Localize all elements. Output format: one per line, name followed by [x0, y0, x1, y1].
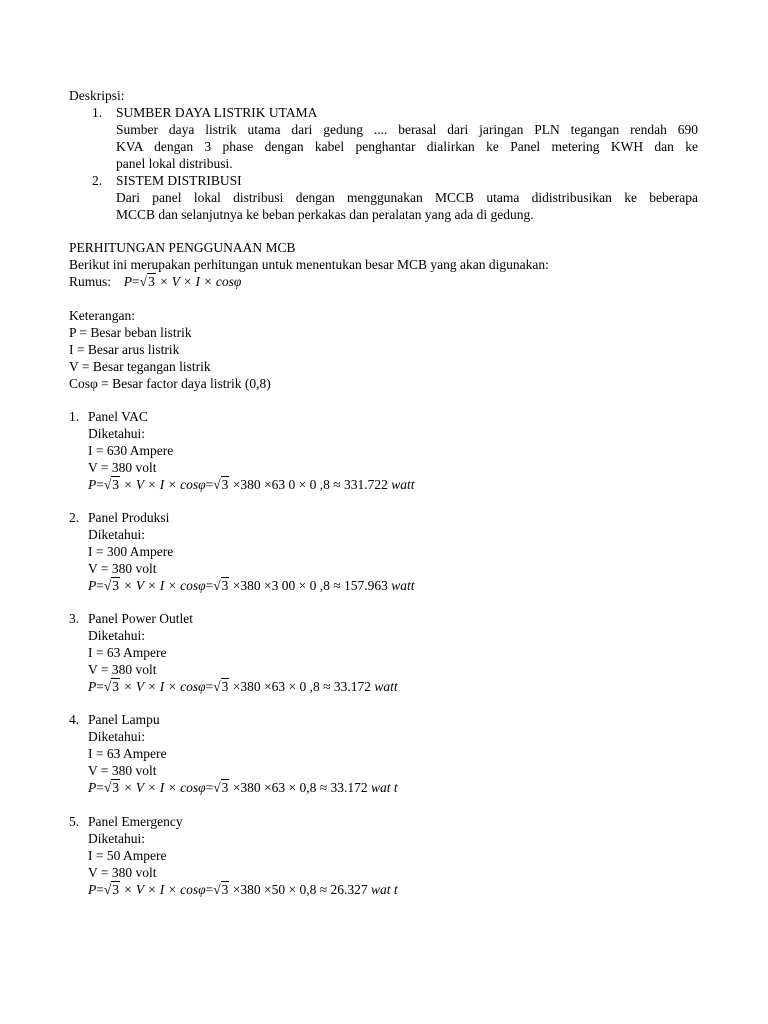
panel-1-formula [88, 477, 415, 494]
panel-2-formula-p: P [88, 578, 97, 593]
panel-4-unit: wat t [371, 780, 398, 795]
panel-3-current: I = 63 Ampere [88, 645, 167, 660]
panel-4-formula-middle: × V × I × cosφ [123, 780, 206, 795]
panel-1-formula-eq: = [96, 477, 104, 492]
panel-3-formula-middle: × V × I × cosφ [123, 679, 206, 694]
panel-1-sqrt-2: √3 [213, 477, 229, 492]
perhitungan-heading: PERHITUNGAN PENGGUNAAN MCB [69, 240, 296, 255]
panel-5-name: Panel Emergency [88, 814, 183, 829]
panel-4-formula-eq-2: = [205, 780, 214, 795]
sqrt-symbol: √3 [139, 274, 155, 289]
deskripsi-heading: Deskripsi: [69, 88, 125, 103]
panel-4-calc: 380 ×63 × 0,8 ≈ 33.172 [240, 780, 368, 795]
panel-5-formula-eq: = [96, 882, 104, 897]
panel-5-times: × [232, 882, 241, 897]
panel-2-formula-middle: × V × I × cosφ [123, 578, 206, 593]
panel-1-sqrt-arg-1: 3 [112, 477, 120, 492]
panel-1-formula-middle: × V × I × cosφ [123, 477, 206, 492]
panel-5-formula-middle: × V × I × cosφ [123, 882, 206, 897]
panel-1-times: × [232, 477, 241, 492]
keterangan-heading: Keterangan: [69, 308, 135, 323]
panel-1-calc: 380 ×63 0 × 0 ,8 ≈ 331.722 [240, 477, 388, 492]
formula-rest: × V × I × cosφ [159, 274, 242, 289]
panel-4-voltage: V = 380 volt [88, 763, 157, 778]
panel-5-formula [88, 882, 398, 899]
deskripsi-item-1-line-3: panel lokal distribusi. [116, 156, 233, 171]
panel-5-voltage: V = 380 volt [88, 865, 157, 880]
panel-2-voltage: V = 380 volt [88, 561, 157, 576]
panel-2-formula-eq-2: = [205, 578, 214, 593]
panel-3-unit: watt [374, 679, 398, 694]
panel-3-number: 3. [69, 611, 80, 626]
panel-3-calc: 380 ×63 × 0 ,8 ≈ 33.172 [240, 679, 372, 694]
panel-3-formula-eq: = [96, 679, 104, 694]
panel-3-sqrt-2: √3 [213, 679, 229, 694]
panel-1-unit: watt [391, 477, 415, 492]
panel-2-sqrt-arg-1: 3 [112, 578, 120, 593]
deskripsi-item-2-number: 2. [92, 173, 103, 188]
formula-p: P [123, 274, 133, 289]
panel-2-times: × [232, 578, 241, 593]
panel-1-name: Panel VAC [88, 409, 148, 424]
panel-5-diketahui: Diketahui: [88, 831, 145, 846]
panel-2-current: I = 300 Ampere [88, 544, 174, 559]
panel-1-sqrt-arg-2: 3 [221, 477, 229, 492]
panel-4-sqrt-arg-2: 3 [221, 780, 229, 795]
panel-2-sqrt-1: √3 [103, 578, 120, 593]
panel-5-number: 5. [69, 814, 80, 829]
panel-1-current: I = 630 Ampere [88, 443, 174, 458]
keterangan-line-1: P = Besar beban listrik [69, 325, 192, 340]
panel-2-unit: watt [391, 578, 415, 593]
panel-1-diketahui: Diketahui: [88, 426, 145, 441]
panel-5-sqrt-1: √3 [103, 882, 120, 897]
panel-4-number: 4. [69, 712, 80, 727]
panel-4-formula-eq: = [96, 780, 104, 795]
panel-3-formula [88, 679, 398, 696]
panel-4-formula [88, 780, 398, 797]
panel-4-sqrt-arg-1: 3 [112, 780, 120, 795]
deskripsi-item-1-line-1: Sumber daya listrik utama dari gedung .... berasal dari jaringan PLN tegangan rendah 690 [116, 122, 698, 137]
panel-5-sqrt-arg-1: 3 [112, 882, 120, 897]
panel-3-sqrt-arg-1: 3 [112, 679, 120, 694]
panel-2-formula-eq: = [96, 578, 104, 593]
panel-2-sqrt-2: √3 [213, 578, 229, 593]
panel-3-formula-eq-2: = [205, 679, 214, 694]
panel-1-voltage: V = 380 volt [88, 460, 157, 475]
panel-2-number: 2. [69, 510, 80, 525]
panel-4-sqrt-2: √3 [213, 780, 229, 795]
formula-equals: = [132, 274, 140, 289]
panel-2-diketahui: Diketahui: [88, 527, 145, 542]
panel-5-current: I = 50 Ampere [88, 848, 167, 863]
deskripsi-item-1-line-2: KVA dengan 3 phase dengan kabel penghantar dialirkan ke Panel metering KWH dan ke [116, 139, 698, 154]
panel-1-sqrt-1: √3 [103, 477, 120, 492]
sqrt-arg: 3 [148, 274, 155, 289]
perhitungan-intro: Berikut ini merupakan perhitungan untuk menentukan besar MCB yang akan digunakan: [69, 257, 549, 272]
panel-4-sqrt-1: √3 [103, 780, 120, 795]
rumus-label: Rumus: [69, 274, 112, 289]
deskripsi-item-1-title: SUMBER DAYA LISTRIK UTAMA [116, 105, 318, 120]
panel-3-voltage: V = 380 volt [88, 662, 157, 677]
keterangan-line-4: Cosφ = Besar factor daya listrik (0,8) [69, 376, 271, 391]
panel-3-diketahui: Diketahui: [88, 628, 145, 643]
panel-1-number: 1. [69, 409, 80, 424]
panel-3-name: Panel Power Outlet [88, 611, 193, 626]
panel-1-formula-eq-2: = [205, 477, 214, 492]
panel-5-formula-p: P [88, 882, 97, 897]
panel-5-calc: 380 ×50 × 0,8 ≈ 26.327 [240, 882, 368, 897]
keterangan-line-2: I = Besar arus listrik [69, 342, 180, 357]
panel-5-unit: wat t [371, 882, 398, 897]
keterangan-line-3: V = Besar tegangan listrik [69, 359, 211, 374]
panel-2-calc: 380 ×3 00 × 0 ,8 ≈ 157.963 [240, 578, 388, 593]
panel-5-sqrt-2: √3 [213, 882, 229, 897]
panel-2-sqrt-arg-2: 3 [221, 578, 229, 593]
panel-4-diketahui: Diketahui: [88, 729, 145, 744]
panel-5-sqrt-arg-2: 3 [221, 882, 229, 897]
panel-2-name: Panel Produksi [88, 510, 170, 525]
deskripsi-item-2-line-2: MCCB dan selanjutnya ke beban perkakas dan peralatan yang ada di gedung. [116, 207, 534, 222]
panel-3-formula-p: P [88, 679, 97, 694]
deskripsi-item-1-number: 1. [92, 105, 103, 120]
panel-4-formula-p: P [88, 780, 97, 795]
panel-4-times: × [232, 780, 241, 795]
panel-1-formula-p: P [88, 477, 97, 492]
panel-3-sqrt-arg-2: 3 [221, 679, 229, 694]
deskripsi-item-2-line-1: Dari panel lokal distribusi dengan menggunakan MCCB utama didistribusikan ke beberapa [116, 190, 698, 205]
rumus-formula [69, 274, 241, 291]
panel-2-formula [88, 578, 415, 595]
panel-4-current: I = 63 Ampere [88, 746, 167, 761]
panel-3-times: × [232, 679, 241, 694]
panel-4-name: Panel Lampu [88, 712, 160, 727]
deskripsi-item-2-title: SISTEM DISTRIBUSI [116, 173, 242, 188]
panel-5-formula-eq-2: = [205, 882, 214, 897]
panel-3-sqrt-1: √3 [103, 679, 120, 694]
